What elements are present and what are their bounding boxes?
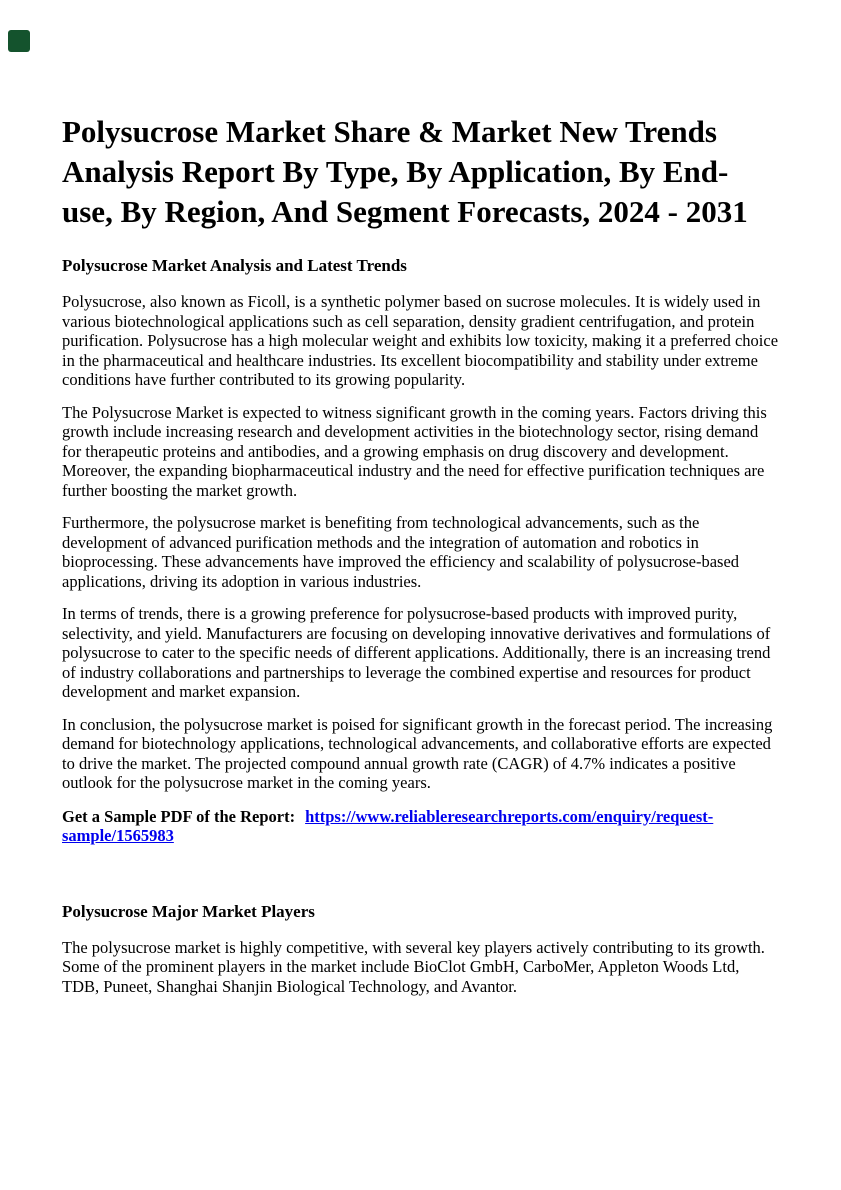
sample-cta-label: Get a Sample PDF of the Report: [62,806,296,826]
sample-report-link-line1[interactable]: https://www.reliableresearchreports.com/enquiry/request- [305,806,714,826]
analysis-paragraph: In terms of trends, there is a growing preference for polysucrose-based products with improved purity, selectivity, and yield. Manufacturers are focusing on developing innovative derivatives and formulations of polysucrose to cater to the specific needs of different applications. Additionally, there is an increasing trend of industry collaborations and partnerships to leverage the combined expertise and resources for product development and market expansion. [62,604,771,701]
players-section-heading: Polysucrose Major Market Players [62,901,315,921]
players-paragraph: The polysucrose market is highly competitive, with several key players actively contributing to its growth. Some of the prominent players in the market include BioClot GmbH, CarboMer, Appleton Woods Ltd, TDB, Puneet, Shanghai Shanjin Biological Technology, and Avantor. [62,937,765,996]
analysis-paragraph: In conclusion, the polysucrose market is poised for significant growth in the forecast period. The increasing demand for biotechnology applications, technological advancements, and collaborative efforts are expected to drive the market. The projected compound annual growth rate (CAGR) of 4.7% indicates a positive outlook for the polysucrose market in the coming years. [62,714,773,792]
page-title: Polysucrose Market Share & Market New Trends Analysis Report By Type, By Application, By End-use, By Region, And Segment Forecasts, 2024 - 2031 [62,114,748,229]
sample-cta [62,807,779,846]
brand-logo-icon [8,30,30,52]
sample-report-link-line2[interactable]: sample/1565983 [62,826,174,845]
analysis-paragraph: Polysucrose, also known as Ficoll, is a synthetic polymer based on sucrose molecules. It is widely used in various biotechnological applications such as cell separation, density gradient centrifugation, and protein purification. Polysucrose has a high molecular weight and exhibits low toxicity, making it a preferred choice in the pharmaceutical and healthcare industries. Its excellent biocompatibility and stability under extreme conditions have further contributed to its growing popularity. [62,292,779,389]
analysis-section-heading: Polysucrose Market Analysis and Latest Trends [62,256,407,275]
analysis-paragraph: The Polysucrose Market is expected to witness significant growth in the coming years. Factors driving this growth include increasing research and development activities in the biotechnology sector, rising demand for therapeutic proteins and antibodies, and a growing emphasis on drug discovery and development. Moreover, the expanding biopharmaceutical industry and the need for effective purification techniques are further boosting the market growth. [62,402,767,500]
analysis-paragraph: Furthermore, the polysucrose market is benefiting from technological advancements, such as the development of advanced purification methods and the integration of automation and robotics in bioprocessing. These advancements have improved the efficiency and scalability of polysucrose-based applications, driving its adoption in various industries. [62,513,740,591]
